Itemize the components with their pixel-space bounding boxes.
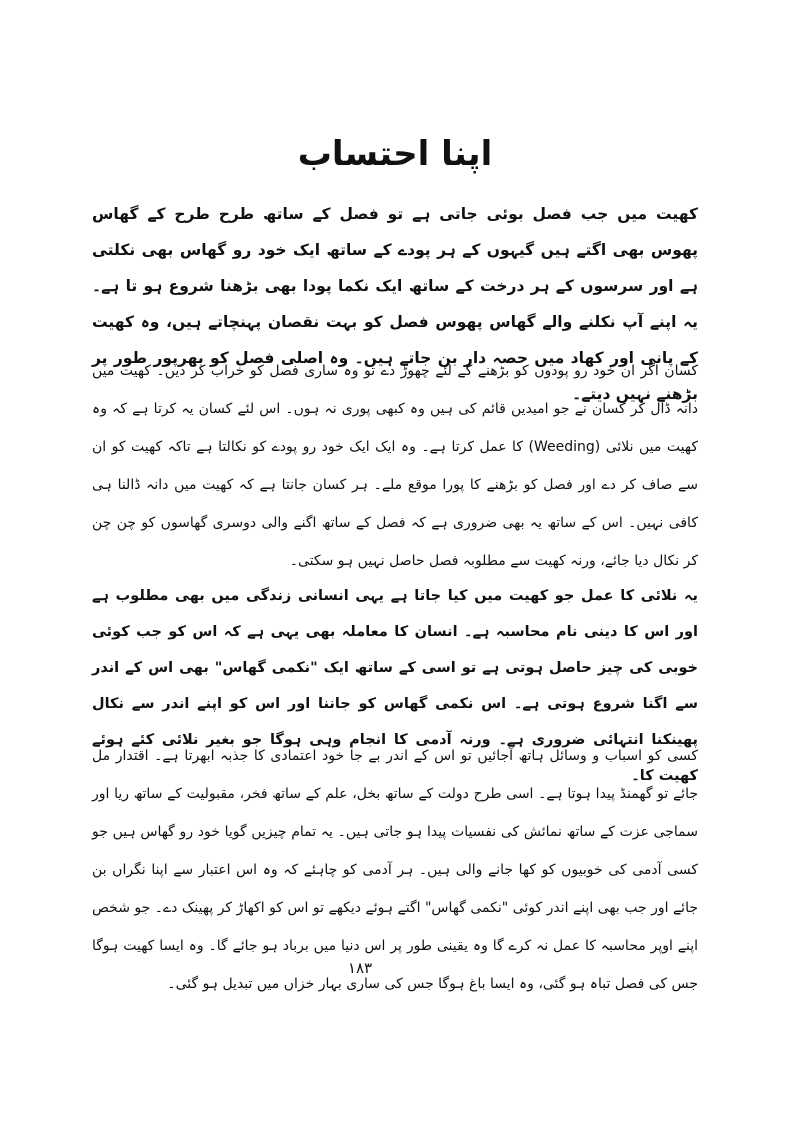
paragraph-1: کھیت میں جب فصل بوئی جاتی ہے تو فصل کے ساتھ طرح طرح کے گھاس پھوس بھی اگتے ہیں گیہوں کے ہر پودے کے ساتھ ایک خود رو گھاس بھی نکلتی ہے اور سرسوں کے ہر درخت کے ساتھ ایک نکما پودا بھی بڑھنا شروع ہو تا ہے۔ یہ اپنے آپ نکلنے والے گھاس پھوس فصل کو بہت نقصان پہنچاتے ہیں، وہ کھیت کے پانی اور کھاد میں حصہ دار بن جاتے ہیں۔ وہ اصلی فصل کو بھرپور طور پر بڑھنے نہیں دیتے۔	[92, 205, 698, 403]
paragraph-2: کسان اگر ان خود رو پودوں کو بڑھنے کے لئے چھوڑ دے تو وہ ساری فصل کو خراب کر دیں۔ کھیت میں دانہ ڈال کر کسان نے جو امیدیں قائم کی ہیں وہ کبھی پوری نہ ہوں۔ اس لئے کسان یہ کرتا ہے کہ وہ کھیت میں نلائی (Weeding) کا عمل کرتا ہے۔ وہ ایک ایک خود رو پودے کو نکالتا ہے تاکہ کھیت کو ان سے صاف کر دے اور فصل کو بڑھنے کا پورا موقع ملے۔ ہر کسان جانتا ہے کہ کھیت میں دانہ ڈالنا ہی کافی نہیں۔ اس کے ساتھ یہ بھی ضروری ہے کہ فصل کے ساتھ اگنے والی دوسری گھاسوں کو چن چن کر نکال دیا جائے، ورنہ کھیت سے مطلوبہ فصل حاصل نہیں ہو سکتی۔	[92, 363, 698, 569]
page-number: ۱۸۳	[347, 959, 373, 977]
paragraph-3: یہ نلائی کا عمل جو کھیت میں کیا جاتا ہے یہی انسانی زندگی میں بھی مطلوب ہے اور اس کا دینی نام محاسبہ ہے۔ انسان کا معاملہ بھی یہی ہے کہ اس کو جب کوئی خوبی کی چیز حاصل ہوتی ہے تو اسی کے ساتھ ایک "نکمی گھاس" بھی اس کے اندر سے اگنا شروع ہوتی ہے۔ اس نکمی گھاس کو جاننا اور اس کو اپنے اندر سے نکال پھینکنا انتہائی ضروری ہے۔ ورنہ آدمی کا انجام وہی ہوگا جو بغیر نلائی کئے ہوئے کھیت کا۔	[92, 588, 698, 784]
page-title: اپنا احتساب	[297, 134, 493, 174]
paragraph-4: کسی کو اسباب و وسائل ہاتھ آجائیں تو اس کے اندر بے جا خود اعتمادی کا جذبہ ابھرتا ہے۔ اقتدار مل جائے تو گھمنڈ پیدا ہوتا ہے۔ اسی طرح دولت کے ساتھ بخل، علم کے ساتھ فخر، مقبولیت کے ساتھ ریا اور سماجی عزت کے ساتھ نمائش کی نفسیات پیدا ہو جاتی ہیں۔ یہ تمام چیزیں گویا خود رو گھاس ہیں جو کسی آدمی کی خوبیوں کو کھا جانے والی ہیں۔ ہر آدمی کو چاہئے کہ وہ اس اعتبار سے اپنا نگراں بن جائے اور جب بھی اپنے اندر کوئی "نکمی گھاس" اگتے ہوئے دیکھے تو اس کو اکھاڑ کر پھینک دے۔ جو شخص اپنے اوپر محاسبہ کا عمل نہ کرے گا وہ یقینی طور پر اس دنیا میں برباد ہو جائے گا۔ وہ ایسا کھیت ہوگا جس کی فصل تباہ ہو گئی، وہ ایسا باغ ہوگا جس کی ساری بہار خزاں میں تبدیل ہو گئی۔	[92, 748, 698, 992]
